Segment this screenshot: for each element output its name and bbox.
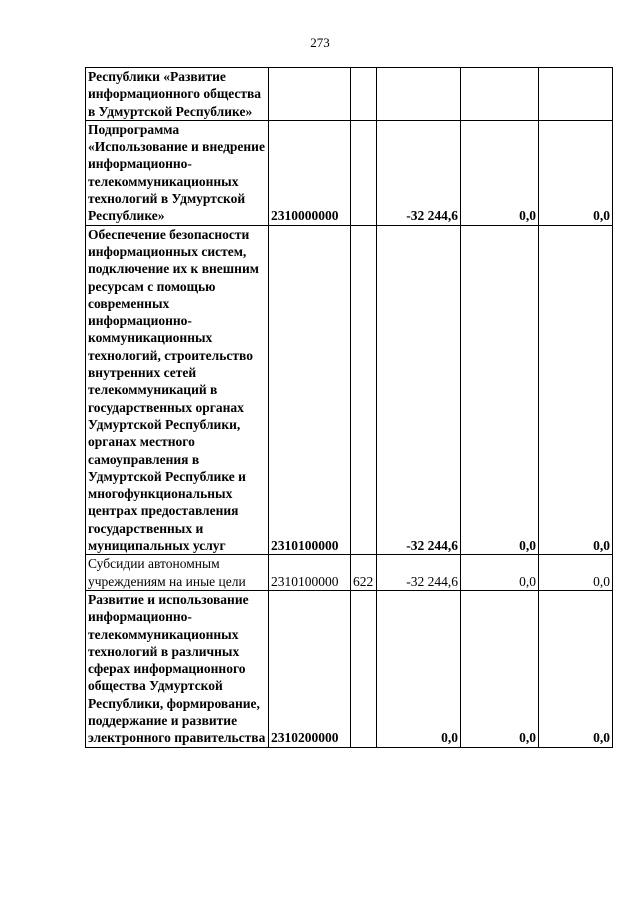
table-row	[86, 68, 613, 121]
page-number: 273	[310, 35, 330, 50]
row-value-2-cell: 0,0	[461, 120, 539, 225]
row-vr-cell	[351, 120, 377, 225]
row-name-cell: Субсидии автономным учреждениям на иные цели	[86, 555, 269, 591]
row-value-1-cell	[377, 68, 461, 121]
row-value-1-cell: -32 244,6	[377, 225, 461, 555]
row-name-cell: Обеспечение безопасности информационных систем, подключение их к внешним ресурсам с помощью современных информационно-коммуникационных технологий, строительство внутренних сетей телекоммуникаций в государственных органах Удмуртской Республики, органах местного самоуправления в Удмуртской Республике и многофункциональных центрах предоставления государственных и муниципальных услуг	[86, 225, 269, 555]
row-value-2-cell: 0,0	[461, 225, 539, 555]
row-value-1-cell: -32 244,6	[377, 555, 461, 591]
row-csr-cell: 2310000000	[269, 120, 351, 225]
row-value-2-cell: 0,0	[461, 555, 539, 591]
table-row	[86, 120, 613, 225]
row-value-3-cell: 0,0	[539, 225, 613, 555]
row-value-1-cell: -32 244,6	[377, 120, 461, 225]
table-row	[86, 555, 613, 591]
row-csr-cell: 2310200000	[269, 590, 351, 747]
row-value-2-cell	[461, 68, 539, 121]
row-value-1-cell: 0,0	[377, 590, 461, 747]
row-value-3-cell: 0,0	[539, 120, 613, 225]
row-value-3-cell	[539, 68, 613, 121]
row-vr-cell	[351, 68, 377, 121]
row-value-3-cell: 0,0	[539, 555, 613, 591]
row-vr-cell: 622	[351, 555, 377, 591]
row-name-cell: Подпрограмма «Использование и внедрение информационно-телекоммуникационных технологий в Удмуртской Республике»	[86, 120, 269, 225]
table-body	[86, 68, 613, 748]
row-csr-cell	[269, 68, 351, 121]
table-row	[86, 590, 613, 747]
row-value-3-cell: 0,0	[539, 590, 613, 747]
row-vr-cell	[351, 225, 377, 555]
row-csr-cell: 2310100000	[269, 555, 351, 591]
budget-table	[85, 67, 613, 748]
row-name-cell: Развитие и использование информационно-телекоммуникационных технологий в различных сферах информационного общества Удмуртской Республики, формирование, поддержание и развитие электронного правительства	[86, 590, 269, 747]
row-value-2-cell: 0,0	[461, 590, 539, 747]
table-row	[86, 225, 613, 555]
row-csr-cell: 2310100000	[269, 225, 351, 555]
row-name-cell: Республики «Развитие информационного общества в Удмуртской Республике»	[86, 68, 269, 121]
row-vr-cell	[351, 590, 377, 747]
